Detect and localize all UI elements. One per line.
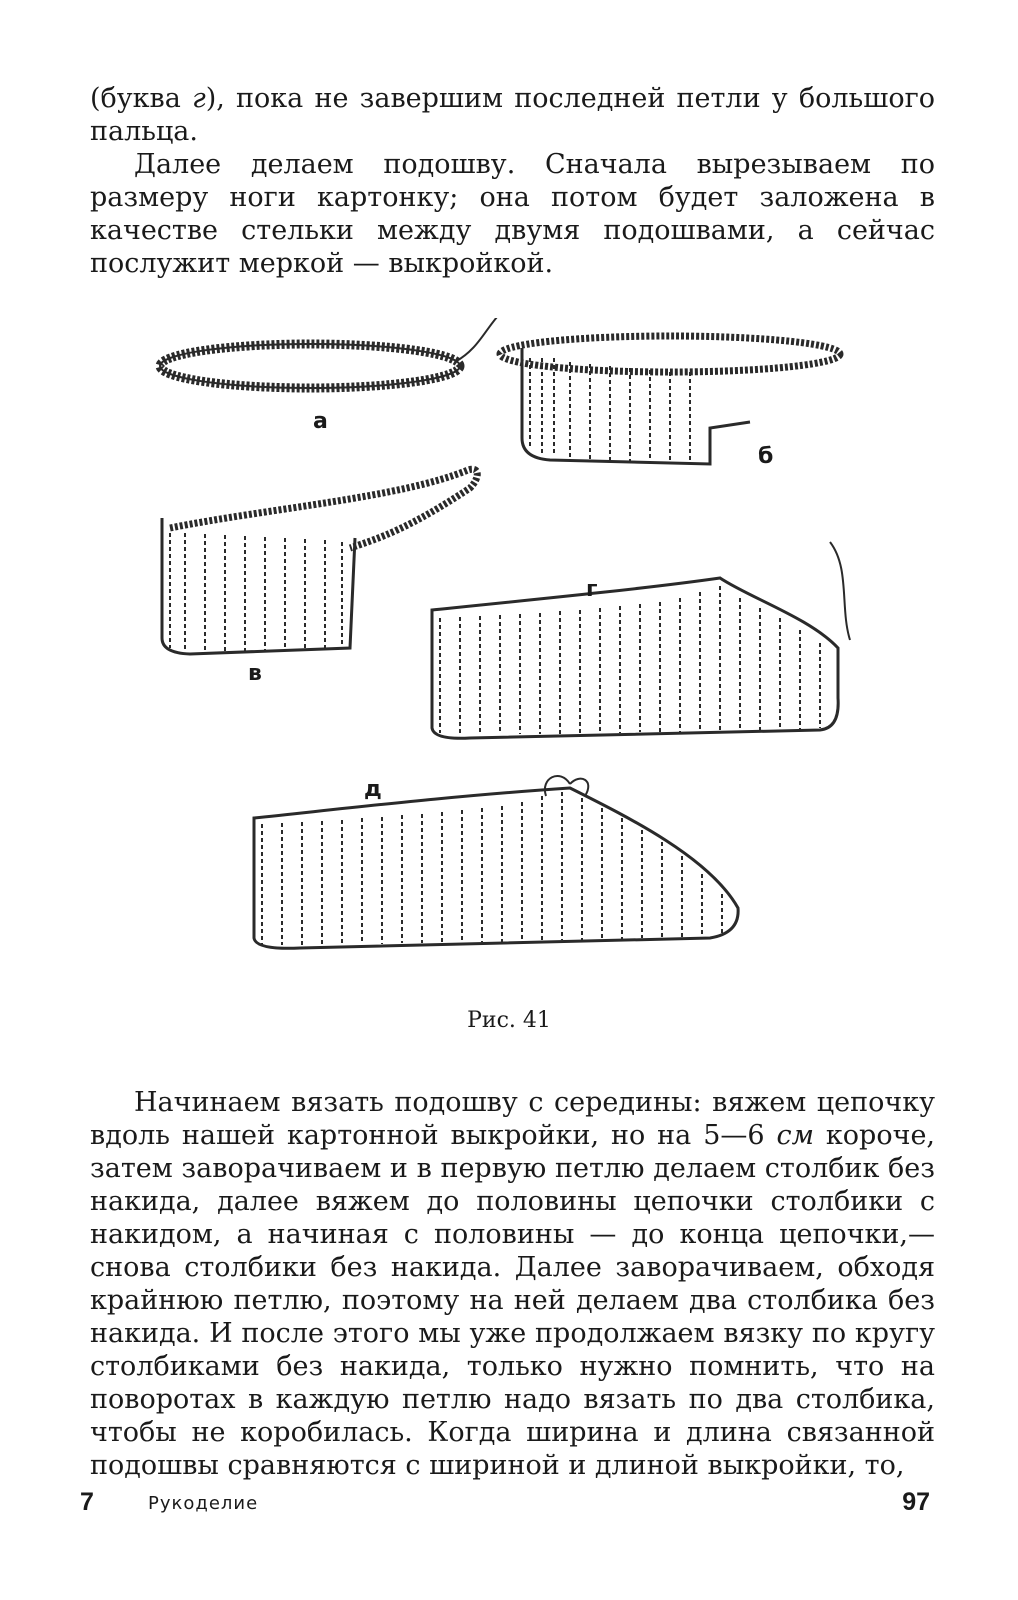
label-d: д bbox=[364, 777, 382, 802]
chapter-number: 7 bbox=[80, 1488, 94, 1516]
figure-41 bbox=[150, 318, 870, 978]
paragraph-continuation: (буква г), пока не завершим последней петли у большого пальца. bbox=[90, 83, 935, 147]
label-g: г bbox=[586, 577, 598, 602]
page-number: 97 bbox=[902, 1488, 930, 1516]
figure-part-b-band bbox=[500, 336, 840, 464]
book-title: Рукоделие bbox=[148, 1493, 259, 1514]
figure-part-a-ring bbox=[160, 318, 505, 388]
label-b: б bbox=[758, 444, 774, 469]
bottom-text bbox=[90, 1086, 935, 1482]
paragraph-sole-knitting: Начинаем вязать подошву с середины: вяжем цепочку вдоль нашей картонной выкройки, но на 5—6 см короче, затем заворачиваем и в первую петлю делаем столбик без накида, далее вяжем до половины цепочки столбики с накидом, а начиная с половины — до конца цепочки,— снова столбики без накида. Далее заворачиваем, обходя крайнюю петлю, поэтому на ней делаем два столбика без накида. И после этого мы уже продолжаем вязку по кругу столбиками без накида, только нужно помнить, что на поворотах в каждую петлю надо вязать по два столбика, чтобы не коробилась. Когда ширина и длина связанной подошвы сравняются с шириной и длиной выкройки, то, bbox=[90, 1087, 935, 1481]
figure-part-d-slipper bbox=[254, 776, 738, 948]
paragraph-sole-intro: Далее делаем подошву. Сначала вырезываем по размеру ноги картонку; она потом будет заложена в качестве стельки между двумя подошвами, а сейчас послужит меркой — выкройкой. bbox=[90, 149, 935, 279]
label-a: а bbox=[313, 409, 328, 434]
figure-part-v-heel bbox=[162, 469, 477, 654]
label-v: в bbox=[248, 661, 262, 686]
crochet-illustration bbox=[150, 318, 870, 978]
figure-part-g-slipper bbox=[432, 542, 850, 738]
top-text bbox=[90, 82, 935, 280]
figure-caption: Рис. 41 bbox=[467, 1008, 551, 1033]
page-footer bbox=[80, 1488, 930, 1520]
